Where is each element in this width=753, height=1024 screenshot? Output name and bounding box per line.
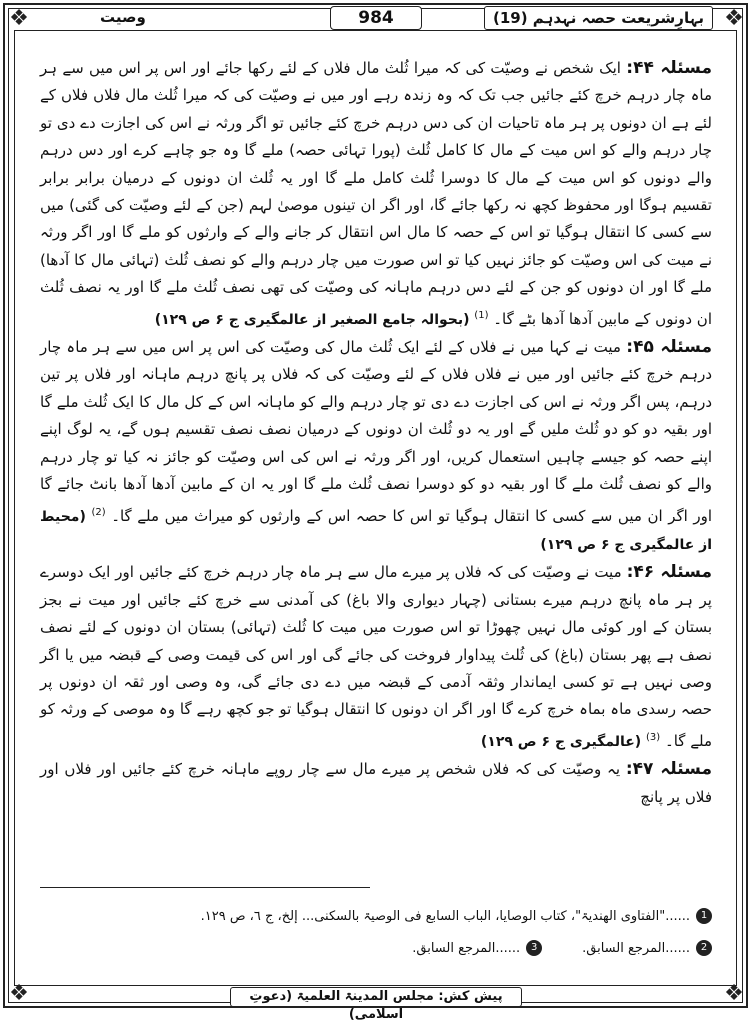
masala-text: یہ وصیّت کی کہ فلاں شخص پر میرے مال سے چار روپے ماہانہ خرچ کئے جائیں اور فلاں اور فلاں پر پانچ bbox=[40, 760, 712, 806]
page-number: 984 bbox=[330, 6, 422, 30]
footnote-divider bbox=[40, 887, 370, 888]
masala-paragraph bbox=[40, 55, 712, 334]
book-title: بہارِشریعت حصہ نہدہم (19) bbox=[484, 6, 713, 30]
masala-text: میت نے کہا میں نے فلاں کے لئے ایک ثُلث مال کی وصیّت کی اس پر اس میں سے ہر ماہ چار درہم خرچ کئے جائیں اور میں نے فلاں فلاں کے لئے وصیّت کی کہ فلاں پر پانچ درہم ماہانہ اور فلاں پر تین درہم، پس اگر ورثہ نے اس کی اجازت دے دی تو چار درہم والے کو ماہانہ اس کے کل مال کا ایک ثُلث ملے گا اور بقیہ دو کو دو ثُلث ملیں گے اور یہ دو ثُلث ان دونوں کے درمیان نصف نصف تقسیم ہوں گے، یہ لوگ اپنے اپنے حصہ کو جیسے چاہیں استعمال کریں، اور اگر ورثہ نے اس کی اس وصیّت کو جائز نہ کیا تو چار درہم والے کو نصف ثُلث ملے گا اور بقیہ دو کو دوسرا نصف ثُلث ملے گا اور یہ ان کے مابین آدھا آدھا بانٹ جائے گا اور اگر ان میں سے کسی کا انتقال ہوگیا تو اس کا حصہ اس کے وارثوں کو میراث میں ملے گا۔ bbox=[40, 338, 712, 525]
masala-paragraph bbox=[40, 334, 712, 559]
footnote-marker: (3) bbox=[645, 731, 661, 743]
publisher-prefix: پیش کش: bbox=[438, 989, 503, 1004]
reference: (بحوالہ جامع الصغیر از عالمگیری ج ۶ ص ۱۲۹) bbox=[154, 311, 470, 328]
masala-label: مسئلہ ۴۷: bbox=[625, 759, 712, 780]
main-text bbox=[40, 55, 712, 811]
footnote-item bbox=[582, 940, 712, 956]
masala-label: مسئلہ ۴۶: bbox=[626, 562, 712, 583]
footnote-number: 2 bbox=[696, 940, 712, 956]
page-header bbox=[40, 6, 713, 30]
masala-text: ایک شخص نے وصیّت کی کہ میرا ثُلث مال فلاں کے لئے رکھا جائے اور اس پر اس میں سے ہر ماہ چار درہم خرچ کئے جائیں جب تک کہ وہ زندہ رہے اور میں نے وصیّت کی کہ میرا ثُلث مال فلاں فلاں کے لئے ہے ان دونوں پر ہر ماہ تاحیات ان کی دس درہم خرچ کئے جائیں تو اگر ورثہ نے اس کی اجازت دے دی تو چار درہم والے کو اس میت کے مال کا کامل ثُلث (پورا تہائی حصہ) ملے گا وہ جو چاہے کرے اور دس درہم والے دونوں کو اس میت کے مال کا دوسرا ثُلث کامل ملے گا اور یہ ثُلث ان دونوں کے درمیان برابر برابر تقسیم ہوگا اور محفوظ کچھ نہ رکھا جائے گا، اور اگر ان تینوں موصیٰ لہم (جن کے لئے وصیّت کی گئی) میں سے کسی کا انتقال ہوگیا تو اس کے حصہ کا مال اس انتقال کر جانے والے کے وارثوں کو ملے گا اور اگر ورثہ نے میت کی اس وصیّت کو جائز نہیں کیا تو اس صورت میں چار درہم والے کو نصف ثُلث (تہائی مال کا آدھا) ملے گا اور ان دونوں کو جن کے لئے دس درہم ماہانہ کی وصیّت کی تھی نصف ثُلث ملے گا اور یہ نصف ثُلث ان دونوں کے مابین آدھا آدھا بٹے گا۔ bbox=[40, 59, 712, 328]
footnote-text: ......"الفتاوی الھندیۃ"، کتاب الوصایا، الباب السابع فی الوصیۃ بالسکنی... إلخ، ج ٦، ص ١٢٩. bbox=[200, 908, 690, 924]
corner-ornament-icon: ❖ bbox=[9, 6, 29, 31]
footnote-marker: (1) bbox=[474, 309, 489, 321]
reference: (محیط از عالمگیری ج ۶ ص ۱۲۹) bbox=[40, 508, 712, 553]
masala-label: مسئلہ ۴۵: bbox=[626, 337, 712, 358]
masala-paragraph bbox=[40, 559, 712, 756]
footnote-text: ......المرجع السابق. bbox=[412, 940, 521, 956]
footnote-row bbox=[40, 936, 712, 960]
corner-ornament-icon: ❖ bbox=[724, 6, 744, 31]
footnote-text: ......المرجع السابق. bbox=[582, 940, 690, 956]
masala-label: مسئلہ ۴۴: bbox=[626, 58, 712, 78]
corner-ornament-icon: ❖ bbox=[9, 981, 29, 1006]
footnote-number: 3 bbox=[526, 940, 542, 956]
masala-paragraph bbox=[40, 756, 712, 811]
reference: (عالمگیری ج ۶ ص ۱۲۹) bbox=[480, 733, 642, 750]
corner-ornament-icon: ❖ bbox=[724, 981, 744, 1006]
footnote-marker: (2) bbox=[91, 506, 106, 518]
chapter-title: وصیت bbox=[100, 8, 146, 26]
publisher-name: مجلس المدینۃ العلمیۃ bbox=[296, 989, 434, 1004]
publisher-footer bbox=[230, 987, 522, 1022]
footnote-row bbox=[40, 904, 712, 928]
publisher-suffix: (دعوتِ اسلامی) bbox=[249, 989, 404, 1022]
footnote-item bbox=[412, 940, 542, 956]
footnote-item bbox=[201, 908, 712, 924]
footnotes bbox=[40, 896, 712, 960]
footnote-number: 1 bbox=[696, 908, 712, 924]
masala-text: میت نے وصیّت کی کہ فلاں پر میرے مال سے ہر ماہ چار درہم خرچ کئے جائیں اور ایک دوسرے پر ہر ماہ پانچ درہم میرے بستانی (چہار دیواری والا باغ) کی آمدنی سے خرچ کئے جائیں اور میت نے بجز بستان کے اور کوئی مال نہیں چھوڑا تو اس صورت میں میت کا ثُلث (تہائی) بستان ان دونوں کے لئے نصف نصف ہے پھر بستان (باغ) کی ثُلث پیداوار فروخت کی جائے گی اور اس کی قیمت وصی کے قبضہ میں یا اگر وصی نہیں ہے تو کسی ایماندار وثقہ آدمی کے قبضہ میں دے دی جائے گی، وہ وصی اور ثقہ ان دونوں پر حصہ رسدی ماہ بماہ خرچ کرے گا اور اگر ان دونوں کا انتقال ہوگیا تو جو کچھ رہے گا وہ موصی کے ورثہ کو ملے گا۔ bbox=[40, 563, 712, 750]
